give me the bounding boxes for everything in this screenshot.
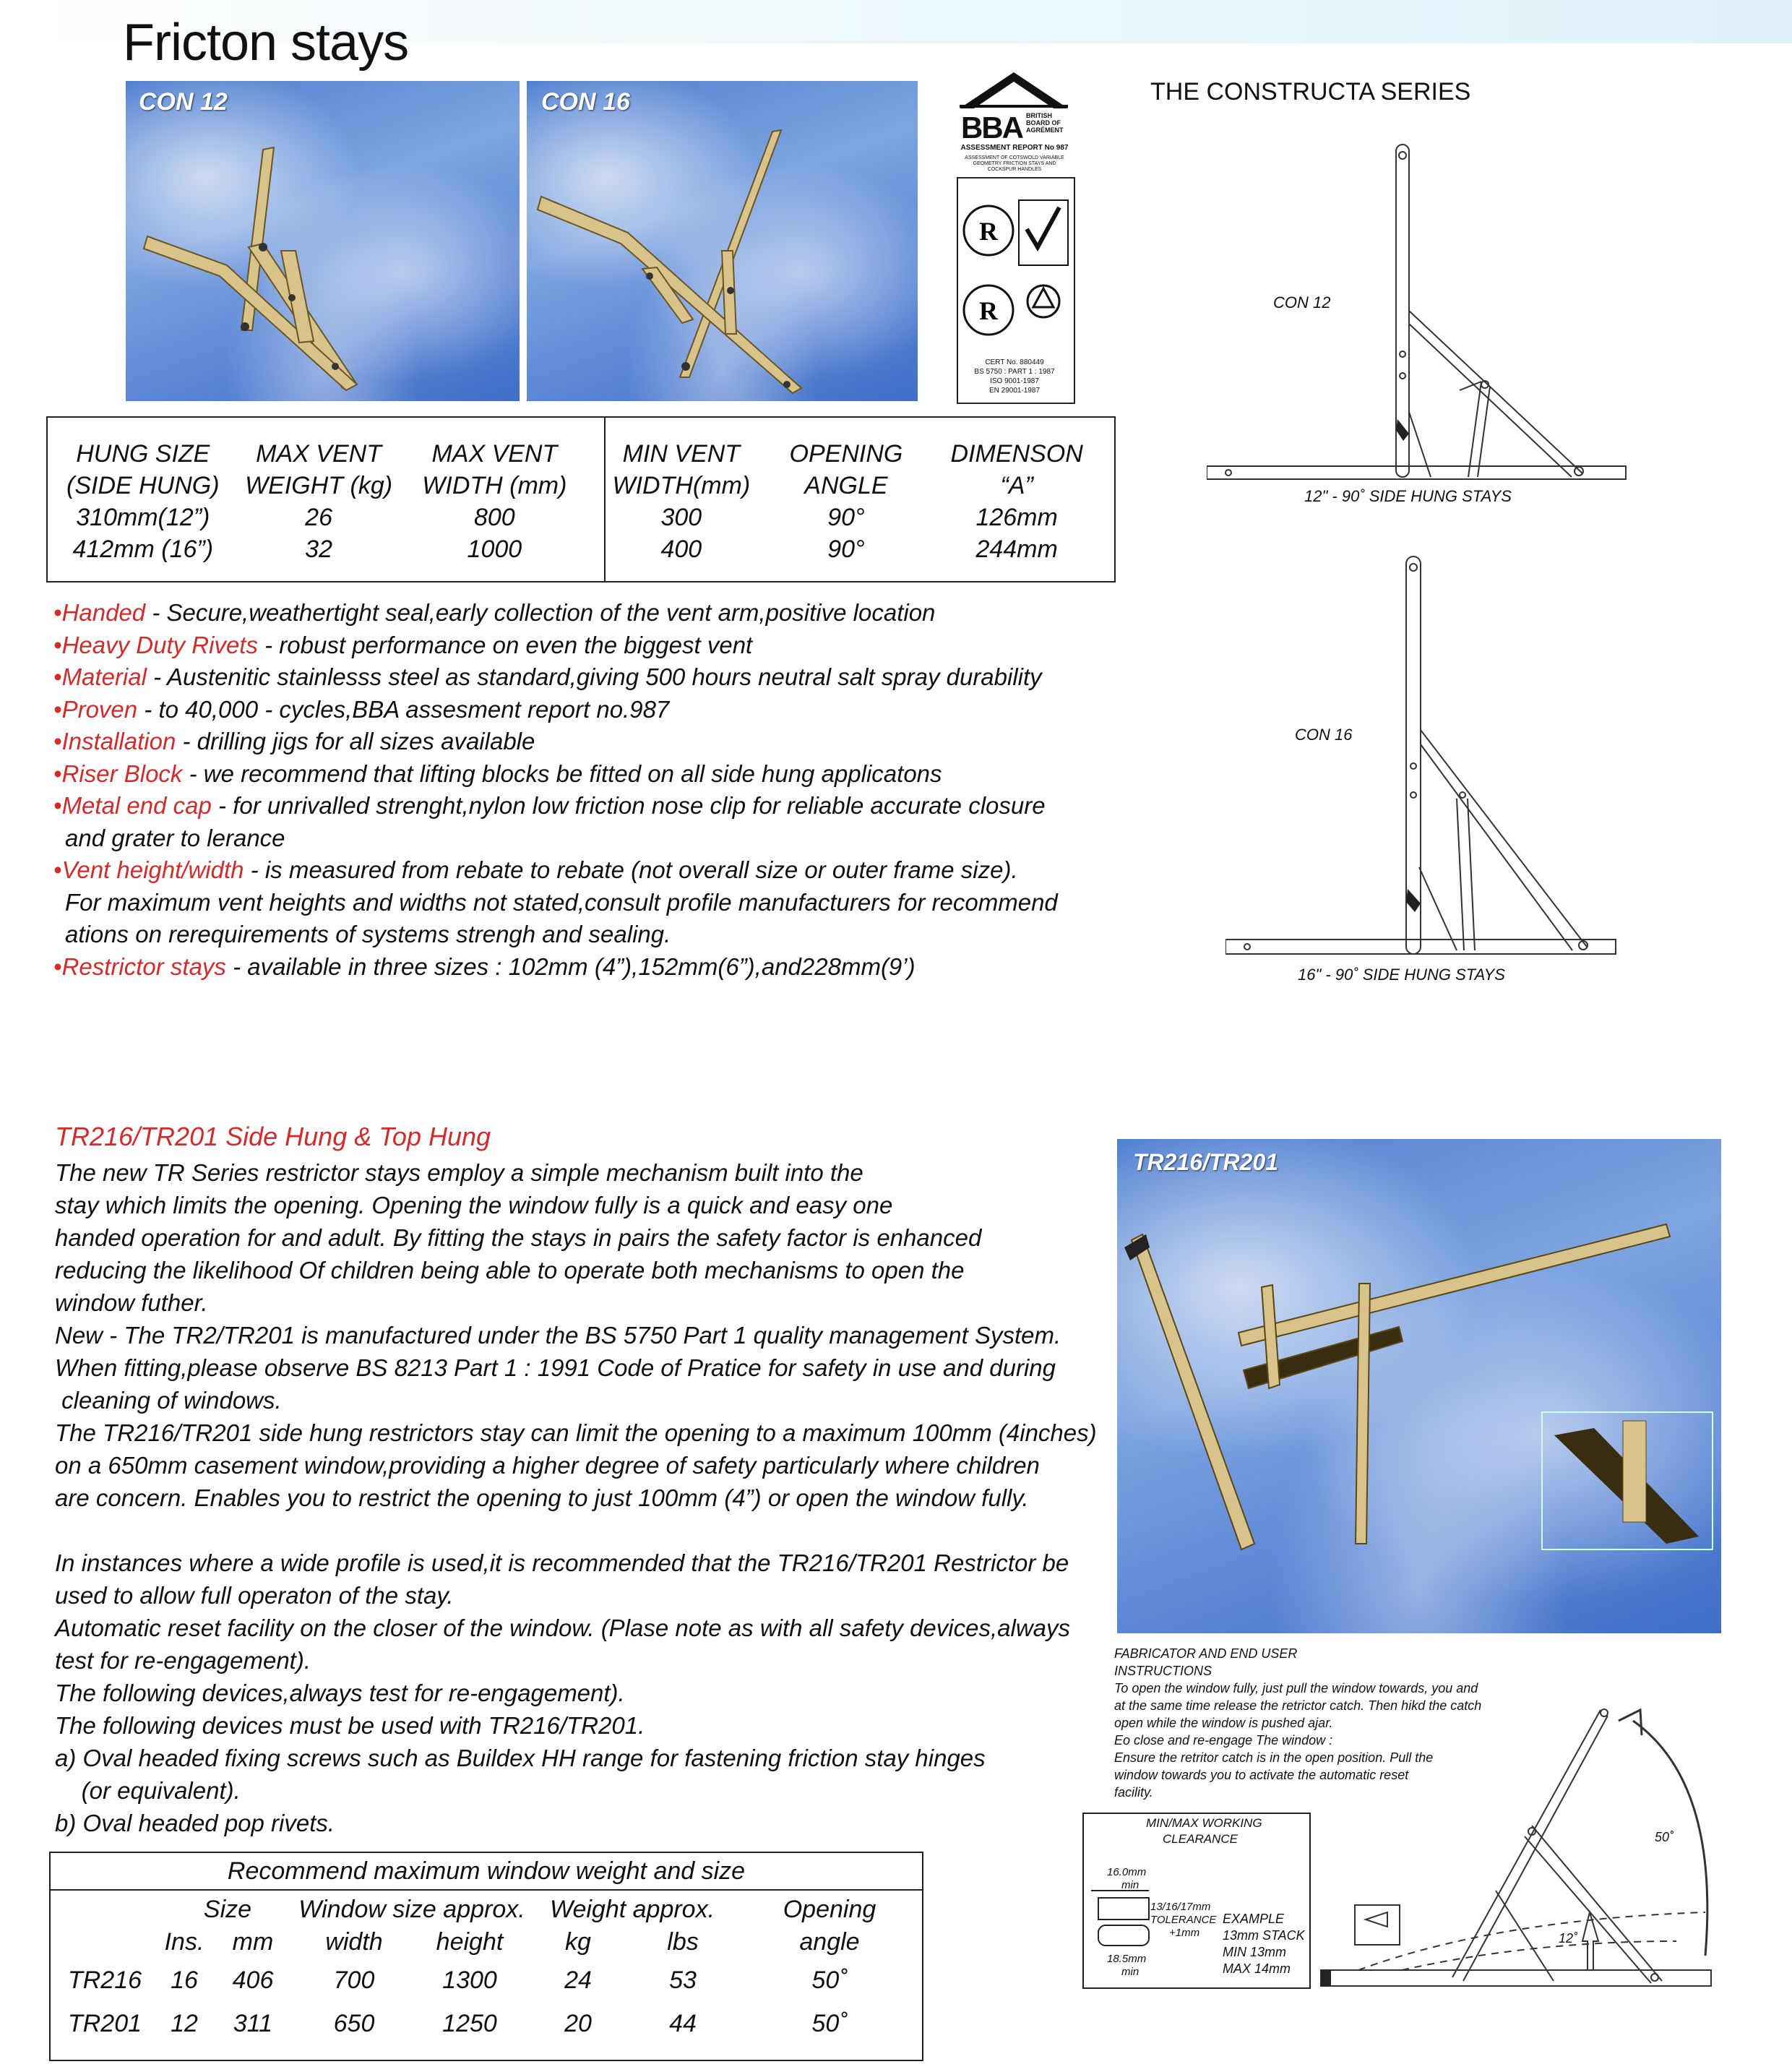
example-line: EXAMPLE <box>1223 1912 1285 1926</box>
con12-drawing-caption: 12" - 90˚ SIDE HUNG STAYS <box>1304 487 1512 505</box>
con16-stay-drawing <box>1225 549 1630 961</box>
instruction-line: Ensure the retritor catch is in the open position. Pull the <box>1114 1750 1434 1765</box>
clearance-title-line: CLEARANCE <box>1163 1832 1238 1846</box>
bba-board-name: BRITISH BOARD OF AGRÉMENT <box>1026 112 1064 134</box>
paragraph-line: on a 650mm casement window,providing a higher degree of safety particularly where children <box>55 1452 1040 1479</box>
table-row <box>51 2002 922 2045</box>
list-item <box>53 758 1101 791</box>
rec-cell: 24 <box>564 1966 592 1994</box>
feature-text: - available in three sizes : 102mm (4”),152mm(6”),and228mm(9’) <box>225 953 916 980</box>
feature-label: Proven <box>61 695 138 723</box>
list-item <box>53 854 1101 887</box>
rec-cell: TR201 <box>67 2009 142 2037</box>
rec-cell: 1300 <box>442 1966 497 1994</box>
paragraph-line: The following devices,always test for re-engagement). <box>55 1680 625 1706</box>
spec-cell: 310mm(12”) <box>76 504 210 531</box>
feature-label: Installation <box>61 728 176 755</box>
paragraph-line: Automatic reset facility on the closer of the window. (Plase note as with all safety devices,always <box>55 1615 1070 1641</box>
rec-cell: 650 <box>333 2009 375 2037</box>
table-row <box>48 502 1114 533</box>
table-row <box>48 533 1114 565</box>
feature-text: - to 40,000 - cycles,BBA assesment report no.987 <box>137 695 670 723</box>
tr-description <box>55 1156 1097 1839</box>
rec-table-rule <box>51 1889 922 1891</box>
rec-cell: 50˚ <box>811 2009 848 2037</box>
bba-report-number: ASSESSMENT REPORT No 987 <box>960 144 1069 152</box>
rec-cell: 12 <box>171 2009 198 2037</box>
paragraph-line: cleaning of windows. <box>55 1387 282 1414</box>
feature-label: Material <box>61 663 147 690</box>
feature-text: - for unrivalled strenght,nylon low friction nose clip for reliable accurate closure <box>211 792 1046 819</box>
feature-list <box>53 597 1101 983</box>
spec-header: (SIDE HUNG) <box>66 472 220 499</box>
bullet-icon: • <box>53 760 62 787</box>
tr216-photo <box>1117 1139 1721 1633</box>
bba-cert-line: EN 29001-1987 <box>988 387 1041 395</box>
con16-drawing-caption: 16" - 90˚ SIDE HUNG STAYS <box>1298 966 1505 984</box>
rec-header <box>51 1893 159 1926</box>
dim-label: min <box>1121 1966 1140 1978</box>
list-item <box>53 726 1101 758</box>
rec-header: Size <box>203 1896 252 1923</box>
spec-table-header-row <box>48 438 1114 470</box>
clearance-dim-bottom <box>1107 1953 1146 1979</box>
paragraph-line: handed operation for and adult. By fitting the stays in pairs the safety factor is enhanced <box>55 1224 982 1251</box>
clearance-title-line: MIN/MAX WORKING <box>1146 1816 1262 1830</box>
con12-photo <box>126 81 520 401</box>
restrictor-opening-drawing <box>1315 1703 1720 1992</box>
feature-text: ations on rerequirements of systems strengh and sealing. <box>65 921 671 947</box>
spec-cell: 26 <box>305 504 332 531</box>
feature-text: and grater to lerance <box>65 824 285 851</box>
bba-certification <box>952 69 1075 401</box>
tr216-stay-image <box>1117 1139 1721 1633</box>
bba-cert-line: CERT No. 880449 <box>985 358 1044 366</box>
feature-label: Vent height/width <box>61 856 244 883</box>
rec-header: kg <box>565 1928 591 1956</box>
svg-text:R: R <box>979 217 998 246</box>
list-item-continuation <box>53 822 1101 855</box>
feature-text: - drilling jigs for all sizes available <box>176 728 535 755</box>
feature-label: Riser Block <box>61 760 183 787</box>
spec-header: OPENING <box>789 440 903 468</box>
rec-cell: TR216 <box>67 1966 142 1994</box>
spec-header: HUNG SIZE <box>76 440 210 468</box>
rec-table-title: Recommend maximum window weight and size <box>227 1857 746 1885</box>
feature-text: - robust performance on even the biggest vent <box>257 631 753 658</box>
feature-text: - is measured from rebate to rebate (not overall size or outer frame size). <box>244 856 1018 883</box>
spec-header: WIDTH (mm) <box>422 472 567 499</box>
spec-cell: 400 <box>660 536 702 563</box>
paragraph-line: reducing the likelihood Of children being able to operate both mechanisms to open the <box>55 1257 965 1284</box>
con12-stay-image <box>126 81 520 401</box>
spec-cell: 244mm <box>975 536 1058 563</box>
feature-text: - Austenitic stainlesss steel as standard,giving 500 hours neutral salt spray durability <box>146 663 1042 690</box>
rec-header: width <box>325 1928 383 1956</box>
spec-header: MAX VENT <box>256 440 382 468</box>
rec-header: Opening <box>783 1896 876 1923</box>
instruction-line: window towards you to activate the automatic reset <box>1114 1768 1409 1782</box>
dim-label: TOLERANCE <box>1150 1914 1217 1926</box>
bullet-icon: • <box>53 953 62 980</box>
spec-header: DIMENSON <box>950 440 1083 468</box>
spec-cell: 90° <box>827 536 865 563</box>
spec-table-frame <box>46 416 1116 583</box>
con16-drawing-label: CON 16 <box>1295 726 1353 744</box>
list-item-continuation <box>53 919 1101 951</box>
spec-cell: 800 <box>473 504 515 531</box>
spec-header: WIDTH(mm) <box>612 472 751 499</box>
dim-label: 18.5mm <box>1107 1953 1147 1965</box>
instruction-line: To open the window fully, just pull the window towards, you and <box>1114 1681 1478 1695</box>
rec-header: lbs <box>667 1928 699 1956</box>
dim-label: 16.0mm <box>1107 1866 1147 1878</box>
paragraph-line: are concern. Enables you to restrict the opening to just 100mm (4”) or open the window fully. <box>55 1484 1029 1511</box>
con12-stay-drawing <box>1207 137 1640 499</box>
rec-header <box>51 1926 159 1959</box>
clearance-title <box>1146 1815 1262 1847</box>
instruction-line: Eo close and re-engage The window : <box>1114 1733 1333 1748</box>
feature-text: - Secure,weathertight seal,early collection of the vent arm,positive location <box>145 599 936 626</box>
bullet-icon: • <box>53 631 62 658</box>
paragraph-line: window futher. <box>55 1289 208 1316</box>
paragraph-line: The following devices must be used with TR216/TR201. <box>55 1712 645 1739</box>
instruction-line: at the same time release the retrictor catch. Then hikd the catch <box>1114 1698 1482 1713</box>
clearance-profile-drawing <box>1091 1883 1156 1956</box>
rec-table <box>51 1893 922 2045</box>
rec-table-frame <box>49 1852 923 2061</box>
angle-12-label: 12˚ <box>1559 1931 1578 1946</box>
bba-cert-line: ISO 9001-1987 <box>990 377 1039 385</box>
paragraph-line: New - The TR2/TR201 is manufactured under the BS 5750 Part 1 quality management System. <box>55 1322 1061 1349</box>
paragraph-line: When fitting,please observe BS 8213 Part 1 : 1991 Code of Pratice for safety in use and during <box>55 1354 1056 1381</box>
spec-table-header-row <box>48 470 1114 502</box>
con12-photo-label: CON 12 <box>139 88 228 116</box>
feature-text: - we recommend that lifting blocks be fitted on all side hung applicatons <box>182 760 942 787</box>
bba-logo-text: BBA <box>961 111 1022 145</box>
example-line: MIN 13mm <box>1223 1945 1287 1959</box>
spec-table <box>48 438 1114 565</box>
spec-cell: 300 <box>660 504 702 531</box>
paragraph-line: stay which limits the opening. Opening the window fully is a quick and easy one <box>55 1192 893 1218</box>
feature-label: Heavy Duty Rivets <box>61 631 258 658</box>
con12-drawing-label: CON 12 <box>1273 293 1331 311</box>
rec-cell: 53 <box>669 1966 697 1994</box>
list-item-continuation <box>53 887 1101 919</box>
angle-50-label: 50˚ <box>1655 1830 1674 1844</box>
spec-header: MIN VENT <box>622 440 741 468</box>
bullet-icon: • <box>53 728 62 755</box>
spec-cell: 90° <box>827 504 865 531</box>
instruction-heading: FABRICATOR AND END USER <box>1114 1646 1298 1661</box>
list-item <box>53 694 1101 726</box>
paragraph-line: used to allow full operaton of the stay. <box>55 1582 454 1609</box>
spec-cell: 1000 <box>467 536 522 563</box>
clearance-example <box>1223 1911 1305 1977</box>
spec-header: WEIGHT (kg) <box>245 472 393 499</box>
feature-label: Handed <box>61 599 146 626</box>
svg-text:R: R <box>979 296 998 325</box>
rec-header: Weight approx. <box>549 1896 715 1923</box>
instruction-line: facility. <box>1114 1785 1153 1800</box>
paragraph-spacer <box>55 1514 1097 1547</box>
rec-header: height <box>436 1928 504 1956</box>
example-line: 13mm STACK <box>1223 1928 1305 1943</box>
rec-cell: 50˚ <box>811 1966 848 1994</box>
bullet-icon: • <box>53 792 62 819</box>
con16-photo-label: CON 16 <box>541 88 630 116</box>
spec-cell: 126mm <box>975 504 1058 531</box>
paragraph-line: The TR216/TR201 side hung restrictors stay can limit the opening to a maximum 100mm (4inches) <box>55 1419 1097 1446</box>
feature-label: Restrictor stays <box>61 953 226 980</box>
spec-header: MAX VENT <box>431 440 558 468</box>
bba-cert-list <box>958 358 1071 395</box>
con16-photo <box>527 81 918 401</box>
list-item <box>53 597 1101 629</box>
rec-cell: 700 <box>333 1966 375 1994</box>
rec-table-header-row <box>51 1926 922 1959</box>
bba-report-description: ASSESSMENT OF COTSWOLD VARIABLE GEOMETRY FRICTION STAYS AND COCKSPUR HANDLES <box>965 155 1064 172</box>
rec-header: mm <box>232 1928 274 1956</box>
spec-header: ANGLE <box>804 472 888 499</box>
paragraph-line: (or equivalent). <box>55 1777 241 1804</box>
rec-header: Window size approx. <box>298 1896 525 1923</box>
instruction-heading: INSTRUCTIONS <box>1114 1664 1212 1678</box>
constructa-series-title: THE CONSTRUCTA SERIES <box>1150 78 1471 106</box>
bullet-icon: • <box>53 695 62 723</box>
dim-label: min <box>1121 1879 1140 1891</box>
paragraph-line: a) Oval headed fixing screws such as Buildex HH range for fastening friction stay hinges <box>55 1745 986 1771</box>
list-item <box>53 629 1101 662</box>
rec-cell: 16 <box>171 1966 198 1994</box>
rec-cell: 1250 <box>442 2009 497 2037</box>
dim-label: 13/16/17mm <box>1150 1901 1211 1913</box>
bba-cert-line: BS 5750 : PART 1 : 1987 <box>974 368 1055 376</box>
example-line: MAX 14mm <box>1223 1961 1291 1976</box>
list-item <box>53 951 1101 984</box>
spec-header: “A” <box>1000 472 1033 499</box>
tr-section-heading: TR216/TR201 Side Hung & Top Hung <box>55 1122 491 1151</box>
list-item <box>53 661 1101 694</box>
paragraph-line: In instances where a wide profile is used,it is recommended that the TR216/TR201 Restrictor be <box>55 1549 1069 1576</box>
paragraph-line: test for re-engagement). <box>55 1647 311 1674</box>
instruction-line: open while the window is pushed ajar. <box>1114 1716 1333 1730</box>
feature-label: Metal end cap <box>61 792 212 819</box>
rec-cell: 44 <box>669 2009 697 2037</box>
rec-cell: 406 <box>232 1966 274 1994</box>
rec-table-header-row <box>51 1893 922 1926</box>
spec-cell: 412mm (16”) <box>72 536 214 563</box>
paragraph-line: b) Oval headed pop rivets. <box>55 1810 335 1836</box>
page-title: Fricton stays <box>123 14 409 72</box>
rec-header: Ins. <box>164 1928 204 1956</box>
rec-header: angle <box>799 1928 860 1956</box>
bullet-icon: • <box>53 663 62 690</box>
feature-text: For maximum vent heights and widths not stated,consult profile manufacturers for recommend <box>65 888 1058 916</box>
table-row <box>51 1959 922 2002</box>
con16-stay-image <box>527 81 918 401</box>
clearance-tolerance <box>1150 1901 1216 1940</box>
tr216-photo-label: TR216/TR201 <box>1133 1149 1278 1175</box>
bullet-icon: • <box>53 599 62 626</box>
rec-cell: 311 <box>233 2009 273 2037</box>
list-item <box>53 790 1101 822</box>
dim-label: +1mm <box>1169 1927 1200 1939</box>
bullet-icon: • <box>53 856 62 883</box>
rec-cell: 20 <box>564 2009 592 2037</box>
paragraph-line: The new TR Series restrictor stays employ a simple mechanism built into the <box>55 1159 863 1186</box>
spec-cell: 32 <box>305 536 332 563</box>
